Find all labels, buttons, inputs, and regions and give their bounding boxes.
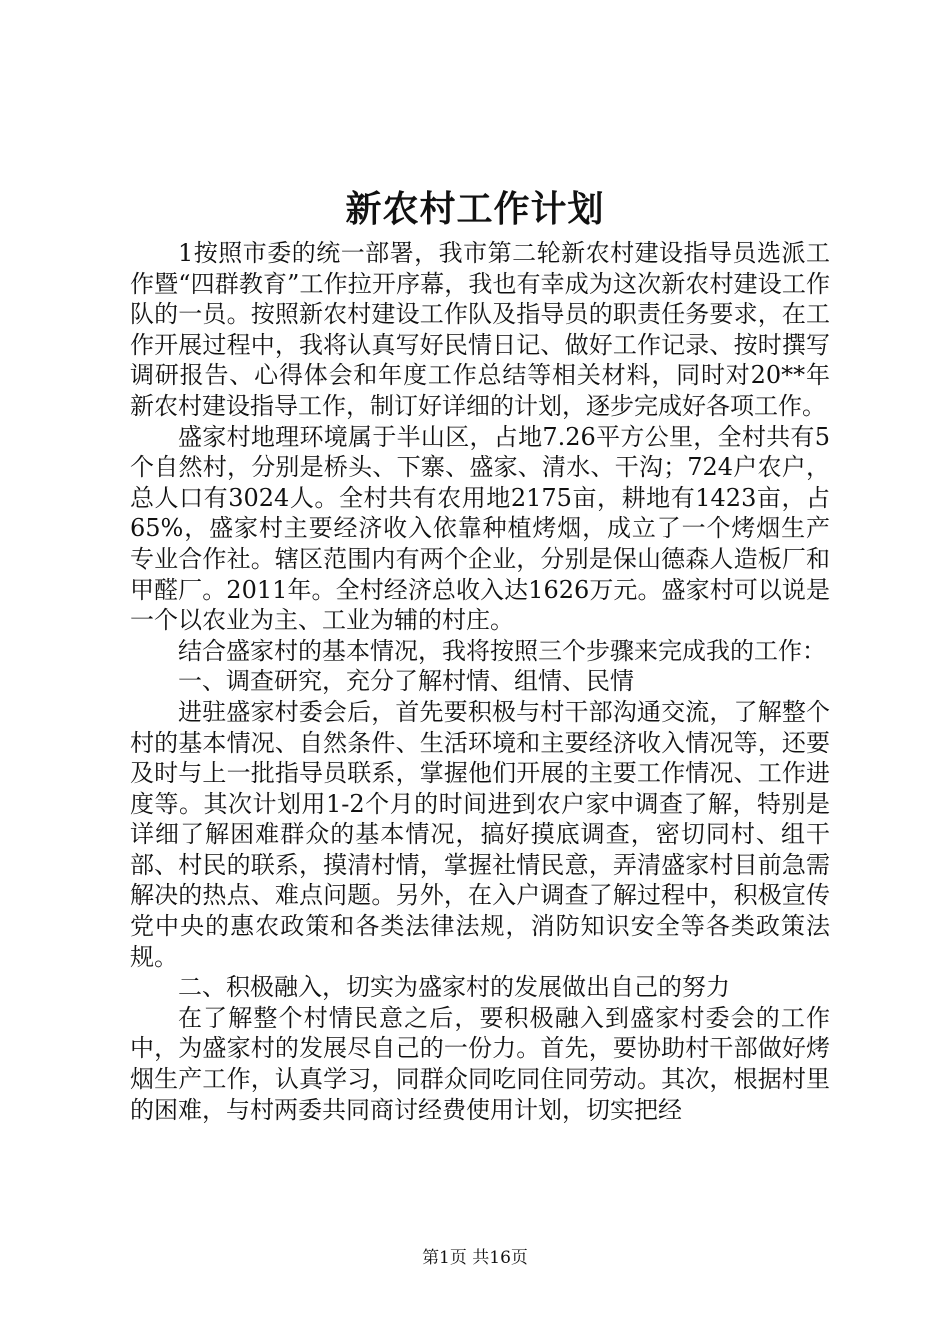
- page-footer: 第1页 共16页: [422, 1248, 528, 1268]
- section-heading: 一、调查研究，充分了解村情、组情、民情: [178, 667, 634, 696]
- section-heading: 二、积极融入，切实为盛家村的发展做出自己的努力: [178, 973, 730, 1002]
- document-body: [130, 238, 830, 1125]
- paragraph: 进驻盛家村委会后，首先要积极与村干部沟通交流，了解整个村的基本情况、自然条件、生活环境和主要经济收入情况等，还要及时与上一批指导员联系，掌握他们开展的主要工作情况、工作进度等。其次计划用1-2个月的时间进到农户家中调查了解，特别是详细了解困难群众的基本情况，搞好摸底调查，密切同村、组干部、村民的联系，摸清村情，掌握社情民意，弄清盛家村目前急需解决的热点、难点问题。另外，在入户调查了解过程中，积极宣传党中央的惠农政策和各类法律法规，消防知识安全等各类政策法规。: [130, 697, 830, 971]
- paragraph: 在了解整个村情民意之后，要积极融入到盛家村委会的工作中，为盛家村的发展尽自己的一份力。首先，要协助村干部做好烤烟生产工作，认真学习，同群众同吃同住同劳动。其次，根据村里的困难，与村两委共同商讨经费使用计划，切实把经: [130, 1003, 830, 1124]
- document-title: 新农村工作计划: [345, 188, 605, 230]
- paragraph: 结合盛家村的基本情况，我将按照三个步骤来完成我的工作：: [178, 636, 826, 665]
- paragraph: 1按照市委的统一部署，我市第二轮新农村建设指导员选派工作暨“四群教育”工作拉开序幕，我也有幸成为这次新农村建设工作队的一员。按照新农村建设工作队及指导员的职责任务要求，在工作开展过程中，我将认真写好民情日记、做好工作记录、按时撰写调研报告、心得体会和年度工作总结等相关材料，同时对20**年新农村建设指导工作，制订好详细的计划，逐步完成好各项工作。: [130, 239, 830, 420]
- paragraph: 盛家村地理环境属于半山区，占地7.26平方公里，全村共有5个自然村，分别是桥头、下寨、盛家、清水、干沟；724户农户，总人口有3024人。全村共有农用地2175亩，耕地有1423亩，占65%，盛家村主要经济收入依靠种植烤烟，成立了一个烤烟生产专业合作社。辖区范围内有两个企业，分别是保山德森人造板厂和甲醛厂。2011年。全村经济总收入达1626万元。盛家村可以说是一个以农业为主、工业为辅的村庄。: [130, 422, 830, 635]
